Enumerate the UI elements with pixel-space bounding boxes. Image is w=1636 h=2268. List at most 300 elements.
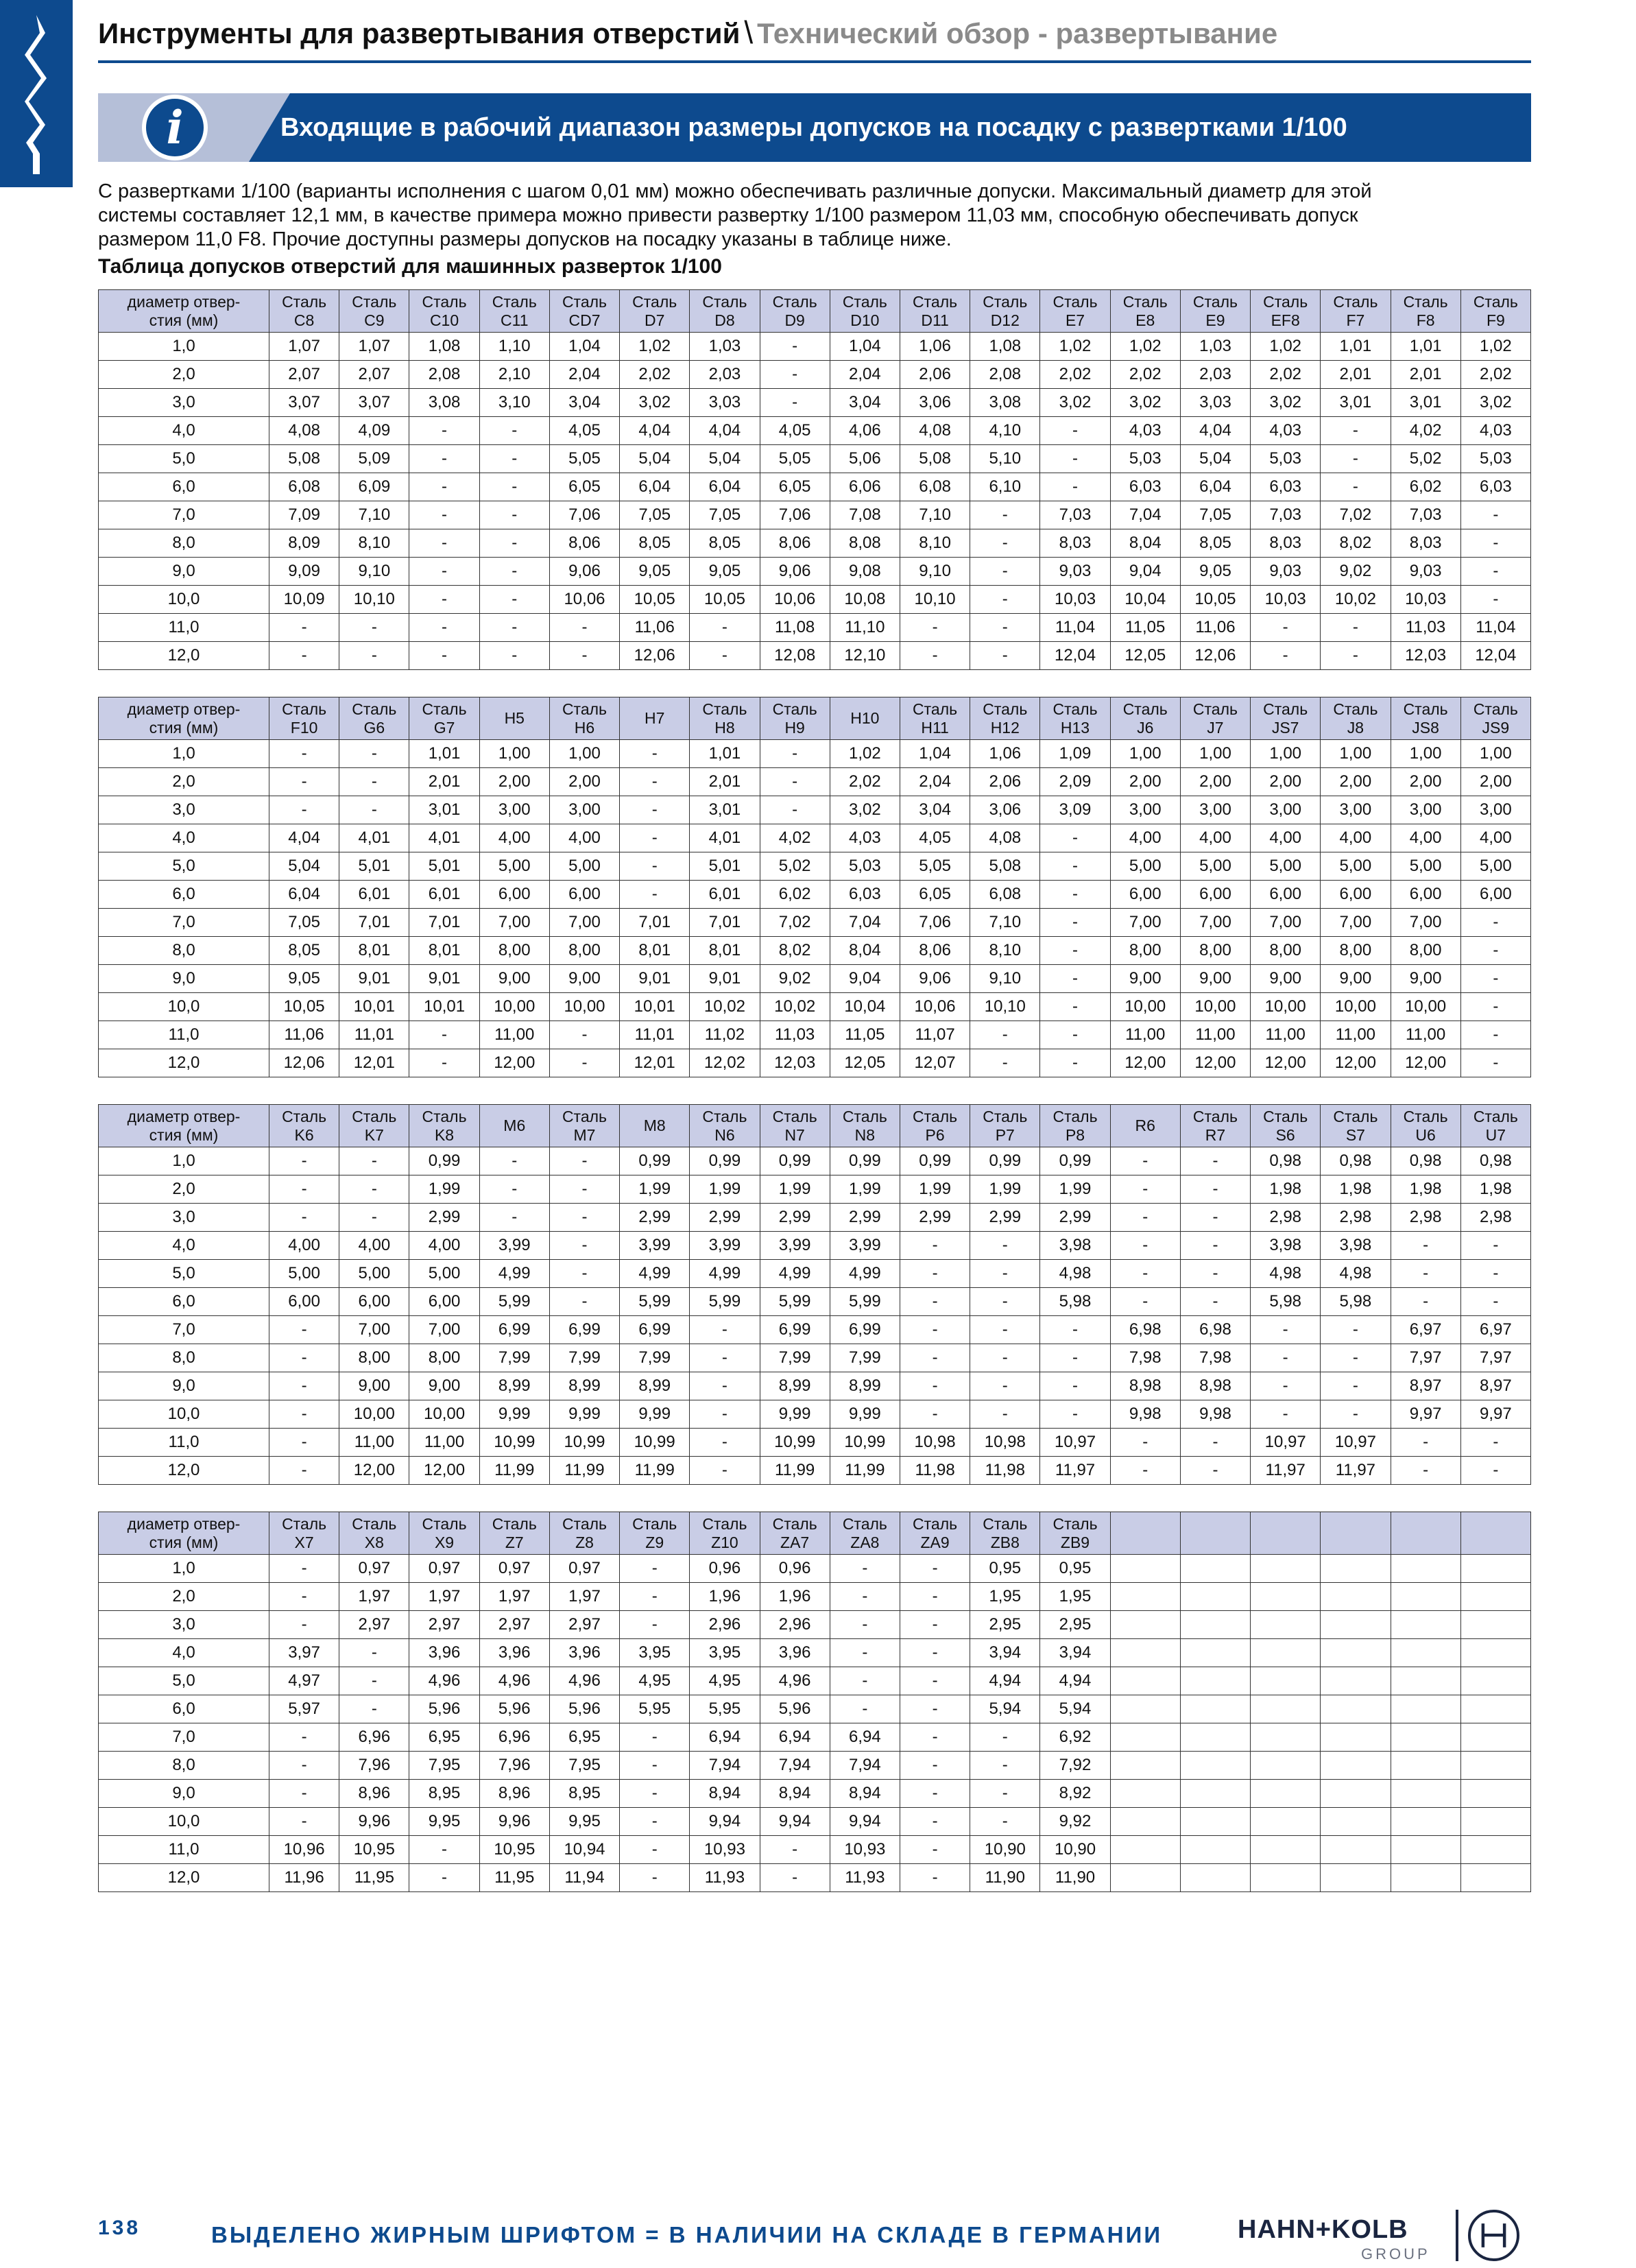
- tolerance-cell: 11,06: [1180, 614, 1250, 642]
- tolerance-cell: 3,08: [409, 389, 479, 417]
- tolerance-cell: 9,10: [339, 558, 409, 586]
- tolerance-cell: 4,96: [549, 1667, 619, 1695]
- header-line: Сталь: [492, 1514, 537, 1533]
- tolerance-cell: 2,04: [900, 768, 970, 796]
- tolerance-cell: 4,08: [269, 417, 339, 445]
- tolerance-cell: 11,00: [1391, 1021, 1460, 1049]
- header-line: Сталь: [913, 1107, 958, 1125]
- tolerance-cell: -: [900, 1695, 970, 1723]
- tolerance-header: [1110, 290, 1180, 333]
- tolerance-cell: 11,98: [900, 1457, 970, 1485]
- tolerance-cell: -: [1040, 1344, 1110, 1372]
- tolerance-cell: -: [620, 1611, 690, 1639]
- tolerance-cell: 2,08: [409, 361, 479, 389]
- page-header: [98, 14, 1531, 63]
- tolerance-cell: 9,00: [549, 965, 619, 993]
- tolerance-cell: 8,02: [760, 937, 830, 965]
- tolerance-cell: 8,01: [620, 937, 690, 965]
- tolerance-cell: -: [479, 1204, 549, 1232]
- tolerance-cell: 0,99: [409, 1147, 479, 1175]
- tolerance-cell: 12,00: [1321, 1049, 1391, 1077]
- diameter-cell: 11,0: [99, 1836, 269, 1864]
- tolerance-cell: 7,06: [760, 501, 830, 529]
- tolerance-cell: 10,00: [479, 993, 549, 1021]
- header-line: Сталь: [562, 1514, 608, 1533]
- tolerance-header: [1321, 1512, 1391, 1555]
- tolerance-cell: 12,00: [339, 1457, 409, 1485]
- tolerance-cell: 6,00: [1251, 881, 1321, 909]
- tolerance-cell: 11,00: [1321, 1021, 1391, 1049]
- tolerance-cell: 3,98: [1321, 1232, 1391, 1260]
- tolerance-cell: 9,05: [690, 558, 760, 586]
- tolerance-cell: -: [1180, 1260, 1250, 1288]
- header-line: Сталь: [983, 292, 1028, 311]
- tolerance-cell: [1110, 1611, 1180, 1639]
- tolerance-cell: 4,96: [760, 1667, 830, 1695]
- tolerance-header: [479, 697, 549, 740]
- table-row: [99, 1752, 1531, 1780]
- tolerance-cell: 4,05: [900, 824, 970, 852]
- tolerance-cell: -: [479, 529, 549, 558]
- header-line: Сталь: [983, 700, 1028, 718]
- header-line: ZA8: [850, 1533, 880, 1551]
- tolerance-cell: 4,05: [549, 417, 619, 445]
- header-line: Сталь: [702, 1107, 747, 1125]
- tolerance-cell: 9,99: [620, 1400, 690, 1429]
- tolerance-cell: 9,05: [1180, 558, 1250, 586]
- tolerance-cell: 9,01: [339, 965, 409, 993]
- tolerance-cell: 1,98: [1391, 1175, 1460, 1204]
- tolerance-cell: -: [269, 642, 339, 670]
- header-line: Сталь: [772, 1107, 817, 1125]
- header-line: J7: [1207, 718, 1224, 737]
- tolerance-cell: -: [1391, 1457, 1460, 1485]
- tolerance-cell: 1,98: [1321, 1175, 1391, 1204]
- tolerance-cell: 1,01: [1391, 333, 1460, 361]
- tolerance-header: [1251, 1512, 1321, 1555]
- tolerance-cell: 5,04: [620, 445, 690, 473]
- tolerance-cell: 1,97: [339, 1583, 409, 1611]
- tolerance-cell: 9,03: [1251, 558, 1321, 586]
- tolerance-cell: 4,00: [1251, 824, 1321, 852]
- tolerance-cell: [1251, 1752, 1321, 1780]
- tolerance-cell: 10,97: [1040, 1429, 1110, 1457]
- tolerance-cell: 9,00: [409, 1372, 479, 1400]
- header-line: S6: [1275, 1125, 1295, 1144]
- diameter-header: [99, 290, 269, 333]
- table-row: [99, 824, 1531, 852]
- header-line: Сталь: [1403, 1107, 1448, 1125]
- table-row: [99, 1836, 1531, 1864]
- tolerance-cell: [1391, 1808, 1460, 1836]
- table-row: [99, 473, 1531, 501]
- header-line: H10: [850, 709, 880, 727]
- header-line: H11: [921, 718, 949, 737]
- tolerance-cell: 11,00: [1180, 1021, 1250, 1049]
- tolerance-cell: [1180, 1836, 1250, 1864]
- tolerance-cell: 2,07: [339, 361, 409, 389]
- tolerance-cell: 2,99: [830, 1204, 900, 1232]
- tolerance-cell: 8,05: [269, 937, 339, 965]
- table-row: [99, 909, 1531, 937]
- tolerance-header: [409, 1105, 479, 1147]
- tolerance-cell: [1251, 1695, 1321, 1723]
- tolerance-cell: [1321, 1723, 1391, 1752]
- tolerance-cell: 2,96: [760, 1611, 830, 1639]
- tolerance-cell: -: [1110, 1457, 1180, 1485]
- tolerance-cell: 6,04: [269, 881, 339, 909]
- brand-logo: [1238, 2210, 1532, 2261]
- tolerance-cell: 5,95: [620, 1695, 690, 1723]
- tolerance-cell: 11,03: [760, 1021, 830, 1049]
- tolerance-cell: 1,06: [900, 333, 970, 361]
- tolerance-cell: -: [970, 586, 1040, 614]
- tolerance-cell: -: [269, 1204, 339, 1232]
- tolerance-cell: -: [1040, 445, 1110, 473]
- header-line: Сталь: [983, 1107, 1028, 1125]
- header-line: JS7: [1271, 718, 1299, 737]
- tolerance-cell: -: [409, 642, 479, 670]
- logo-divider: [1456, 2210, 1458, 2261]
- tolerance-cell: 8,03: [1251, 529, 1321, 558]
- tolerance-cell: -: [409, 445, 479, 473]
- tolerance-cell: -: [900, 642, 970, 670]
- tolerance-cell: 2,95: [970, 1611, 1040, 1639]
- header-line: Сталь: [492, 292, 537, 311]
- tolerance-cell: 8,92: [1040, 1780, 1110, 1808]
- tolerance-cell: -: [549, 1175, 619, 1204]
- tolerance-header: [1040, 290, 1110, 333]
- tolerance-cell: 3,97: [269, 1639, 339, 1667]
- tolerance-cell: 3,10: [479, 389, 549, 417]
- tolerance-cell: 8,00: [339, 1344, 409, 1372]
- tolerance-cell: [1321, 1695, 1391, 1723]
- tolerance-cell: 3,95: [690, 1639, 760, 1667]
- tolerance-cell: 9,04: [830, 965, 900, 993]
- tolerance-cell: 6,03: [1251, 473, 1321, 501]
- tolerance-cell: 1,97: [409, 1583, 479, 1611]
- tolerance-header: [1460, 697, 1530, 740]
- tolerance-cell: -: [760, 768, 830, 796]
- tolerance-cell: -: [970, 1344, 1040, 1372]
- table-header-row: [99, 290, 1531, 333]
- table-row: [99, 937, 1531, 965]
- tolerance-cell: 1,04: [549, 333, 619, 361]
- tolerance-cell: 0,99: [620, 1147, 690, 1175]
- tolerance-cell: -: [269, 1316, 339, 1344]
- tolerance-cell: 0,97: [479, 1555, 549, 1583]
- tolerance-cell: -: [269, 1723, 339, 1752]
- tolerance-cell: 1,06: [970, 740, 1040, 768]
- tolerance-header: [1321, 1105, 1391, 1147]
- tolerance-cell: -: [1040, 909, 1110, 937]
- tolerance-header: [830, 1512, 900, 1555]
- tolerance-cell: -: [970, 1752, 1040, 1780]
- tolerance-cell: 8,99: [830, 1372, 900, 1400]
- table-header-row: [99, 1105, 1531, 1147]
- tolerance-cell: 12,10: [830, 642, 900, 670]
- tolerance-cell: 10,02: [690, 993, 760, 1021]
- tolerance-cell: -: [620, 852, 690, 881]
- tolerance-cell: [1180, 1808, 1250, 1836]
- tolerance-cell: 12,00: [1391, 1049, 1460, 1077]
- tolerance-cell: 5,00: [1391, 852, 1460, 881]
- tolerance-cell: -: [690, 642, 760, 670]
- tolerance-cell: -: [549, 1232, 619, 1260]
- tolerance-cell: 1,01: [409, 740, 479, 768]
- tolerance-cell: 7,02: [1321, 501, 1391, 529]
- header-line: M7: [573, 1125, 596, 1144]
- header-line: S7: [1345, 1125, 1365, 1144]
- tolerance-cell: 4,09: [339, 417, 409, 445]
- diameter-cell: 8,0: [99, 1344, 269, 1372]
- header-line: Сталь: [1263, 292, 1308, 311]
- tolerance-cell: 7,99: [760, 1344, 830, 1372]
- tolerance-cell: 1,09: [1040, 740, 1110, 768]
- tolerance-cell: 2,02: [1040, 361, 1110, 389]
- tolerance-header: [1391, 1512, 1460, 1555]
- tolerance-cell: 1,02: [830, 740, 900, 768]
- tolerance-cell: 7,05: [1180, 501, 1250, 529]
- tolerance-cell: 11,10: [830, 614, 900, 642]
- tolerance-cell: 5,96: [479, 1695, 549, 1723]
- tolerance-cell: -: [479, 642, 549, 670]
- tolerance-cell: -: [900, 1723, 970, 1752]
- tolerance-cell: -: [1321, 614, 1391, 642]
- tolerance-cell: -: [970, 1723, 1040, 1752]
- tolerance-cell: [1321, 1583, 1391, 1611]
- tolerance-cell: 3,02: [1040, 389, 1110, 417]
- tolerance-cell: 8,08: [830, 529, 900, 558]
- tolerance-cell: 1,99: [620, 1175, 690, 1204]
- header-line: Сталь: [1473, 1107, 1518, 1125]
- tolerance-header: [269, 290, 339, 333]
- header-line: F8: [1416, 311, 1435, 329]
- tolerance-header: [760, 1512, 830, 1555]
- tolerance-cell: 3,06: [900, 389, 970, 417]
- header-line: Сталь: [913, 292, 958, 311]
- tolerance-cell: [1110, 1780, 1180, 1808]
- header-line: Сталь: [1052, 1107, 1098, 1125]
- tolerance-cell: [1391, 1695, 1460, 1723]
- header-line: M6: [503, 1117, 526, 1134]
- tolerance-cell: 7,05: [269, 909, 339, 937]
- tolerance-cell: 5,00: [269, 1260, 339, 1288]
- tolerance-cell: 11,96: [269, 1864, 339, 1892]
- tolerance-cell: -: [479, 445, 549, 473]
- tolerance-cell: -: [900, 1372, 970, 1400]
- tolerance-cell: 4,03: [1251, 417, 1321, 445]
- header-line: диаметр отвер-: [127, 1107, 241, 1125]
- tolerance-cell: -: [690, 1400, 760, 1429]
- tolerance-cell: 1,00: [1110, 740, 1180, 768]
- tolerance-cell: 6,00: [269, 1288, 339, 1316]
- tolerance-cell: 2,08: [970, 361, 1040, 389]
- header-line: N7: [784, 1125, 805, 1144]
- tolerance-header: [970, 1512, 1040, 1555]
- tolerance-cell: 4,05: [760, 417, 830, 445]
- tolerance-cell: 3,03: [1180, 389, 1250, 417]
- tolerance-cell: 2,98: [1251, 1204, 1321, 1232]
- tolerance-cell: 11,04: [1460, 614, 1530, 642]
- tolerance-cell: 3,96: [479, 1639, 549, 1667]
- header-line: Сталь: [282, 1107, 327, 1125]
- header-line: Сталь: [1122, 292, 1168, 311]
- tolerance-cell: 9,94: [760, 1808, 830, 1836]
- tolerance-cell: 7,95: [549, 1752, 619, 1780]
- tolerance-cell: 10,98: [900, 1429, 970, 1457]
- tolerance-cell: 5,96: [760, 1695, 830, 1723]
- diameter-cell: 8,0: [99, 1752, 269, 1780]
- tolerance-cell: -: [1460, 1232, 1530, 1260]
- table-row: [99, 445, 1531, 473]
- tolerance-cell: -: [269, 1400, 339, 1429]
- diameter-cell: 7,0: [99, 501, 269, 529]
- tolerance-cell: -: [970, 501, 1040, 529]
- tolerance-cell: -: [1180, 1147, 1250, 1175]
- tolerance-cell: 4,08: [900, 417, 970, 445]
- tolerance-cell: 3,02: [620, 389, 690, 417]
- tolerance-cell: 12,01: [339, 1049, 409, 1077]
- tolerance-cell: 8,04: [830, 937, 900, 965]
- tolerance-cell: 8,10: [970, 937, 1040, 965]
- tolerance-cell: [1391, 1583, 1460, 1611]
- header-line: Сталь: [352, 700, 397, 718]
- tolerance-cell: 2,00: [549, 768, 619, 796]
- tolerance-cell: 8,94: [830, 1780, 900, 1808]
- diameter-cell: 8,0: [99, 529, 269, 558]
- tolerance-cell: 6,10: [970, 473, 1040, 501]
- tolerance-cell: -: [1251, 1344, 1321, 1372]
- tolerance-cell: 1,99: [409, 1175, 479, 1204]
- header-line: Сталь: [842, 1514, 887, 1533]
- tolerance-cell: 7,00: [1321, 909, 1391, 937]
- tolerance-cell: 3,96: [409, 1639, 479, 1667]
- header-line: H12: [990, 718, 1020, 737]
- tolerance-cell: -: [1180, 1457, 1250, 1485]
- tolerance-cell: 10,95: [339, 1836, 409, 1864]
- tolerance-cell: 11,94: [549, 1864, 619, 1892]
- diameter-cell: 7,0: [99, 909, 269, 937]
- tolerance-cell: -: [479, 1147, 549, 1175]
- tolerance-cell: 6,00: [1180, 881, 1250, 909]
- tolerance-cell: 7,00: [479, 909, 549, 937]
- tolerance-cell: -: [269, 1780, 339, 1808]
- tolerance-cell: -: [970, 1780, 1040, 1808]
- tolerance-cell: 2,03: [1180, 361, 1250, 389]
- tolerance-cell: 3,00: [1321, 796, 1391, 824]
- tolerance-cell: -: [1460, 1049, 1530, 1077]
- tolerance-cell: 7,00: [1251, 909, 1321, 937]
- header-line: D7: [645, 311, 665, 329]
- tolerance-cell: -: [549, 1021, 619, 1049]
- header-line: J6: [1137, 718, 1154, 737]
- table-row: [99, 1288, 1531, 1316]
- diameter-cell: 2,0: [99, 1175, 269, 1204]
- tolerance-cell: 4,02: [1391, 417, 1460, 445]
- tolerance-cell: -: [479, 417, 549, 445]
- tolerance-cell: -: [269, 1752, 339, 1780]
- tolerance-cell: 10,05: [620, 586, 690, 614]
- header-line: R6: [1135, 1117, 1155, 1134]
- tolerance-cell: 5,05: [900, 852, 970, 881]
- tolerance-cell: -: [269, 1429, 339, 1457]
- tolerance-cell: 9,00: [1180, 965, 1250, 993]
- header-line: Сталь: [1263, 1107, 1308, 1125]
- tolerance-header: [269, 1105, 339, 1147]
- tolerance-cell: -: [339, 796, 409, 824]
- table-row: [99, 361, 1531, 389]
- tolerance-cell: -: [1321, 417, 1391, 445]
- header-line: K7: [364, 1125, 384, 1144]
- header-line: Z7: [505, 1533, 524, 1551]
- tolerance-cell: -: [1110, 1175, 1180, 1204]
- tolerance-cell: [1110, 1836, 1180, 1864]
- header-line: C9: [364, 311, 385, 329]
- diameter-cell: 7,0: [99, 1723, 269, 1752]
- tolerance-cell: 8,02: [1321, 529, 1391, 558]
- tolerance-cell: 4,04: [269, 824, 339, 852]
- tolerance-cell: 12,00: [479, 1049, 549, 1077]
- tolerance-cell: 6,08: [970, 881, 1040, 909]
- tolerance-cell: 6,03: [1110, 473, 1180, 501]
- diameter-header: [99, 1512, 269, 1555]
- tolerance-cell: -: [1040, 1021, 1110, 1049]
- header-line: Сталь: [282, 1514, 327, 1533]
- header-line: Сталь: [702, 292, 747, 311]
- tolerance-cell: 6,99: [549, 1316, 619, 1344]
- tolerance-cell: 5,03: [1251, 445, 1321, 473]
- tolerance-cell: 3,01: [409, 796, 479, 824]
- tolerance-cell: 12,06: [620, 642, 690, 670]
- tolerance-cell: -: [409, 1864, 479, 1892]
- tolerance-cell: [1460, 1864, 1530, 1892]
- header-line: J8: [1347, 718, 1364, 737]
- tolerance-cell: 1,02: [1251, 333, 1321, 361]
- tolerance-cell: 3,00: [549, 796, 619, 824]
- tolerance-cell: 9,01: [690, 965, 760, 993]
- header-line: K8: [434, 1125, 455, 1144]
- tolerance-cell: 7,04: [1110, 501, 1180, 529]
- tolerance-cell: 3,07: [269, 389, 339, 417]
- tolerance-cell: -: [269, 1457, 339, 1485]
- tolerance-cell: -: [269, 1175, 339, 1204]
- tolerance-cell: -: [900, 1780, 970, 1808]
- tolerance-cell: 10,93: [690, 1836, 760, 1864]
- tolerance-cell: [1460, 1667, 1530, 1695]
- tolerance-cell: -: [970, 642, 1040, 670]
- tolerance-cell: 9,96: [339, 1808, 409, 1836]
- tolerance-cell: 7,94: [690, 1752, 760, 1780]
- tolerance-cell: 12,04: [1040, 642, 1110, 670]
- tolerance-header: [620, 1105, 690, 1147]
- header-line: X8: [364, 1533, 384, 1551]
- tolerance-cell: 3,99: [830, 1232, 900, 1260]
- tolerance-cell: -: [1040, 1049, 1110, 1077]
- table-row: [99, 1667, 1531, 1695]
- tolerance-cell: 6,94: [830, 1723, 900, 1752]
- tolerance-cell: 7,96: [479, 1752, 549, 1780]
- tolerance-cell: [1110, 1808, 1180, 1836]
- tolerance-cell: 11,99: [479, 1457, 549, 1485]
- table-row: [99, 1260, 1531, 1288]
- tolerance-cell: 9,98: [1180, 1400, 1250, 1429]
- tolerance-cell: 3,95: [620, 1639, 690, 1667]
- table-row: [99, 1583, 1531, 1611]
- tolerance-cell: 11,05: [830, 1021, 900, 1049]
- tolerance-cell: 5,99: [760, 1288, 830, 1316]
- tolerance-cell: -: [1040, 965, 1110, 993]
